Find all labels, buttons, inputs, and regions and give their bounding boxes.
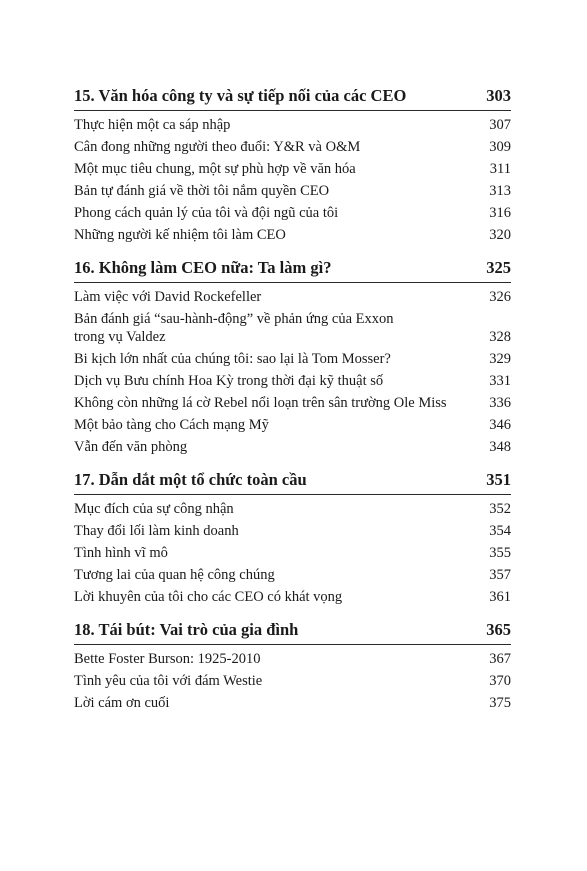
entry-title: Thay đổi lối làm kinh doanh	[74, 523, 239, 539]
chapter-page: 351	[486, 470, 511, 489]
chapter-18	[74, 620, 511, 714]
entry-page: 348	[489, 439, 511, 455]
entry-title: Tương lai của quan hệ công chúng	[74, 567, 275, 583]
entry-title: Dịch vụ Bưu chính Hoa Kỳ trong thời đại kỹ thuật số	[74, 373, 384, 389]
toc-entry	[74, 202, 511, 224]
entry-title: Một mục tiêu chung, một sự phù hợp về văn hóa	[74, 161, 356, 177]
entry-title: Phong cách quản lý của tôi và đội ngũ của tôi	[74, 205, 339, 221]
toc-entry	[74, 520, 511, 542]
toc-entry	[74, 158, 511, 180]
chapter-heading	[74, 258, 511, 283]
entry-page: 375	[489, 695, 511, 711]
entry-page: 354	[489, 523, 511, 539]
chapter-page: 325	[486, 258, 511, 277]
entry-title: Bản đánh giá “sau-hành-động” về phản ứng của Exxon trong vụ Valdez	[74, 311, 394, 345]
entry-title: Bản tự đánh giá về thời tôi nắm quyền CEO	[74, 183, 330, 199]
toc-entry	[74, 348, 511, 370]
chapter-title: 16. Không làm CEO nữa: Ta làm gì?	[74, 258, 332, 277]
toc-entry	[74, 414, 511, 436]
entry-title: Lời cám ơn cuối	[74, 695, 170, 711]
entry-page: 328	[489, 329, 511, 345]
chapter-heading	[74, 620, 511, 645]
chapter-page: 303	[486, 86, 511, 105]
entry-page: 331	[489, 373, 511, 389]
toc-entry	[74, 648, 511, 670]
entry-title: Cân đong những người theo đuổi: Y&R và O&M	[74, 139, 361, 155]
entry-page: 320	[489, 227, 511, 243]
entry-page: 316	[489, 205, 511, 221]
entry-title: Bette Foster Burson: 1925-2010	[74, 651, 261, 667]
entry-page: 361	[489, 589, 511, 605]
entry-title: Lời khuyên của tôi cho các CEO có khát vọng	[74, 589, 343, 605]
toc-entry	[74, 564, 511, 586]
chapter-title: 18. Tái bút: Vai trò của gia đình	[74, 620, 299, 639]
entry-page: 357	[489, 567, 511, 583]
entry-page: 367	[489, 651, 511, 667]
entry-title: Một bảo tàng cho Cách mạng Mỹ	[74, 417, 269, 433]
entry-page: 336	[489, 395, 511, 411]
entry-title: Không còn những lá cờ Rebel nổi loạn trên sân trường Ole Miss	[74, 395, 447, 411]
toc-entry	[74, 114, 511, 136]
entry-page: 370	[489, 673, 511, 689]
chapter-15	[74, 86, 511, 246]
toc-entry	[74, 136, 511, 158]
chapter-page: 365	[486, 620, 511, 639]
chapter-title: 17. Dẫn dắt một tổ chức toàn cầu	[74, 470, 307, 489]
toc-entry	[74, 586, 511, 608]
toc-entry	[74, 224, 511, 246]
toc-entry	[74, 370, 511, 392]
entry-title: Tình yêu của tôi với đám Westie	[74, 673, 263, 689]
entry-page: 355	[489, 545, 511, 561]
entry-page: 346	[489, 417, 511, 433]
entry-title: Mục đích của sự công nhận	[74, 501, 234, 517]
entry-title: Làm việc với David Rockefeller	[74, 289, 262, 305]
toc-entry	[74, 286, 511, 308]
toc-entry	[74, 180, 511, 202]
entry-title: Bi kịch lớn nhất của chúng tôi: sao lại là Tom Mosser?	[74, 351, 391, 367]
entry-page: 352	[489, 501, 511, 517]
toc-entry	[74, 498, 511, 520]
toc-entry	[74, 308, 511, 348]
chapter-heading	[74, 86, 511, 111]
entry-title: Tình hình vĩ mô	[74, 545, 168, 561]
entry-title: Những người kế nhiệm tôi làm CEO	[74, 227, 286, 243]
entry-page: 326	[489, 289, 511, 305]
toc-entry	[74, 692, 511, 714]
chapter-17	[74, 470, 511, 608]
entry-page: 313	[489, 183, 511, 199]
chapter-title: 15. Văn hóa công ty và sự tiếp nối của các CEO	[74, 86, 407, 105]
toc-entry	[74, 670, 511, 692]
entry-page: 329	[489, 351, 511, 367]
chapter-16	[74, 258, 511, 458]
table-of-contents	[74, 86, 511, 726]
entry-page: 311	[489, 161, 511, 177]
toc-entry	[74, 392, 511, 414]
toc-entry	[74, 436, 511, 458]
entry-title: Vẫn đến văn phòng	[74, 439, 188, 455]
entry-page: 309	[489, 139, 511, 155]
entry-title: Thực hiện một ca sáp nhập	[74, 117, 231, 133]
entry-page: 307	[489, 117, 511, 133]
toc-entry	[74, 542, 511, 564]
chapter-heading	[74, 470, 511, 495]
